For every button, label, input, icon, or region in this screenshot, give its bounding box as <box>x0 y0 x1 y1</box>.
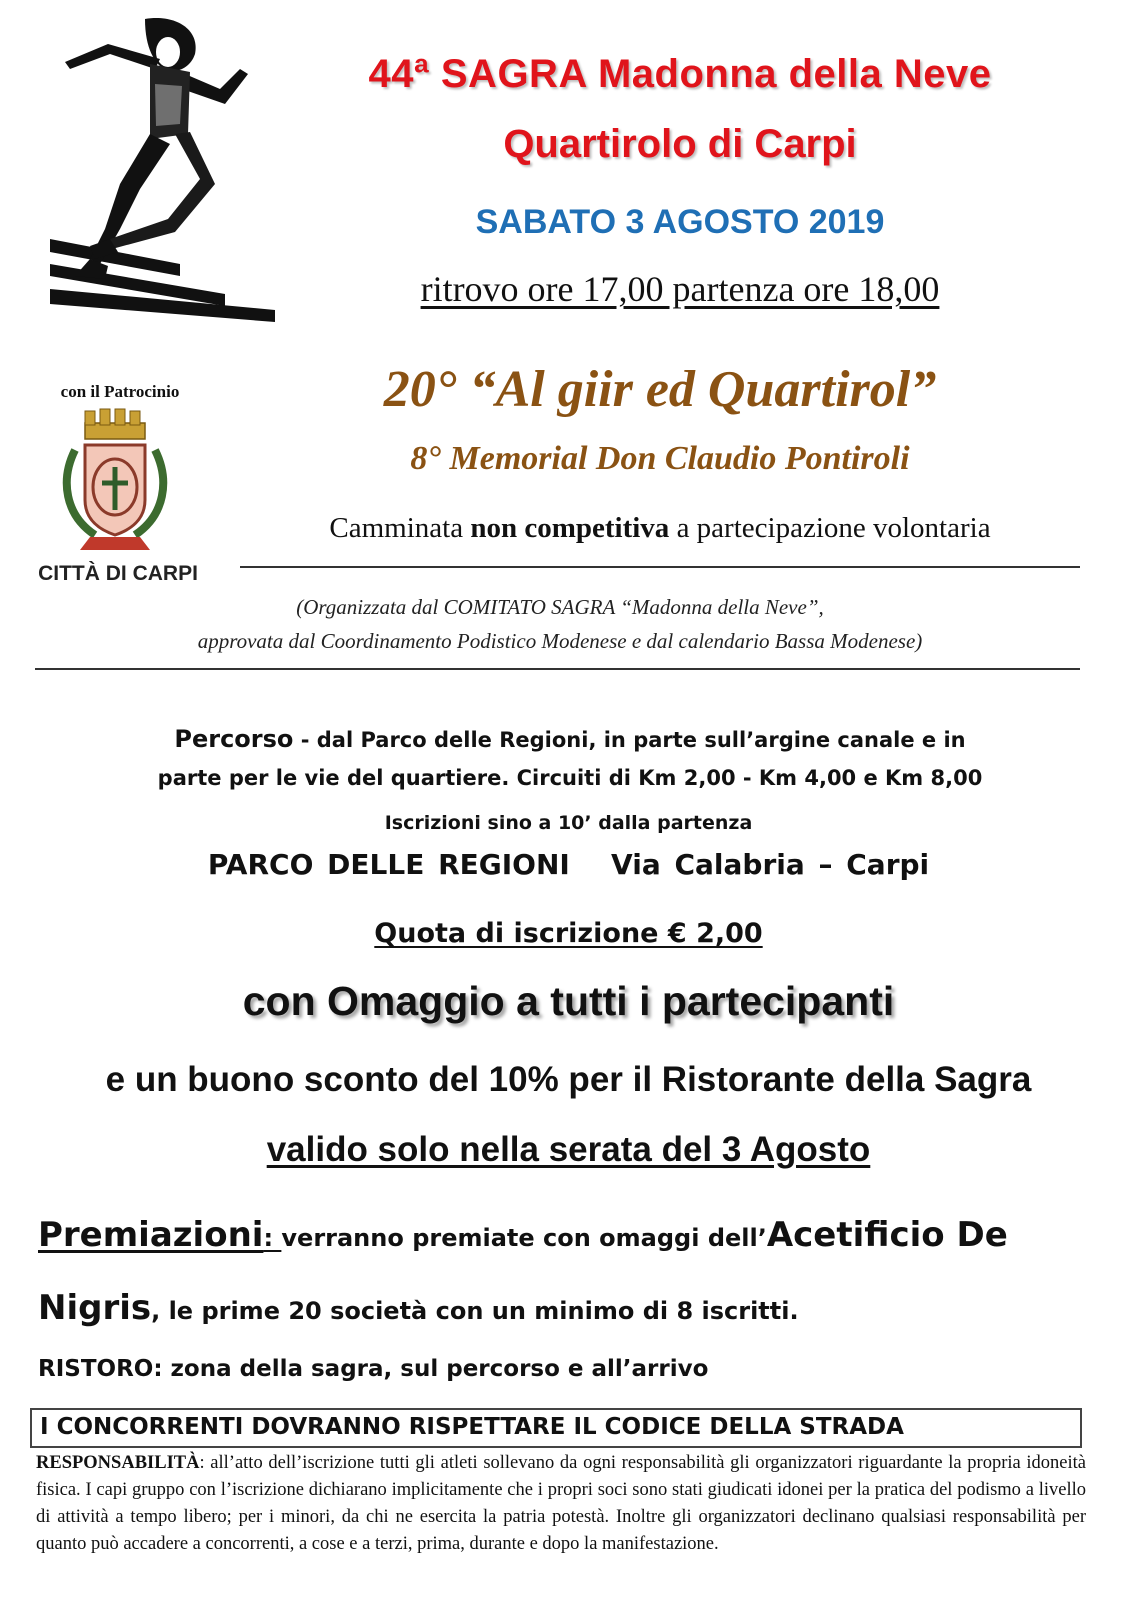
walk-event-name: 20° “Al giir ed Quartirol” <box>383 361 937 418</box>
registration-deadline: Iscrizioni sino a 10’ dalla partenza <box>384 812 753 834</box>
validity-note: valido solo nella serata del 3 Agosto <box>266 1130 871 1169</box>
route-label: Percorso <box>174 725 294 753</box>
patronage-label: con il Patrocinio <box>60 382 180 401</box>
city-name: CITTÀ DI CARPI <box>38 562 198 585</box>
discount-note: e un buono sconto del 10% per il Ristorante della Sagra <box>105 1060 1032 1099</box>
organizer-line-2: approvata dal Coordinamento Podistico Modenese e dal calendario Bassa Modenese) <box>197 629 923 653</box>
route-description: Percorso - dal Parco delle Regioni, in parte sull’argine canale e in parte per le vie del quartiere. Circuiti di Km 2,00 - Km 4,00 e Km 8,00 <box>157 725 983 790</box>
event-location-title: Quartirolo di Carpi <box>503 122 857 166</box>
awards-sponsor: Acetificio De <box>766 1215 1008 1255</box>
organizer-note <box>40 590 1080 658</box>
divider <box>240 566 1080 568</box>
organizer-line-1: (Organizzata dal COMITATO SAGRA “Madonna della Neve”, <box>296 595 824 619</box>
awards-section: Premiazioni: verranno premiate con omaggi dell’Acetificio De Nigris, le prime 20 società con un minimo di 8 iscritti. <box>38 1215 1008 1328</box>
divider <box>35 668 1080 670</box>
entry-fee: Quota di iscrizione € 2,00 <box>374 918 763 949</box>
meeting-location: PARCO DELLE REGIONI Via Calabria – Carpi <box>207 848 930 881</box>
refreshment-note: RISTORO: zona della sagra, sul percorso e all’arrivo <box>38 1356 709 1382</box>
event-times: ritrovo ore 17,00 partenza ore 18,00 <box>420 269 940 309</box>
event-title: 44ª SAGRA Madonna della Neve <box>368 52 992 96</box>
memorial-name: 8° Memorial Don Claudio Pontiroli <box>410 440 910 477</box>
runner-illustration <box>50 14 280 324</box>
event-date: SABATO 3 AGOSTO 2019 <box>475 203 885 241</box>
gift-note: con Omaggio a tutti i partecipanti <box>242 978 895 1024</box>
awards-label: Premiazioni <box>38 1215 264 1255</box>
traffic-rules-box: I CONCORRENTI DOVRANNO RISPETTARE IL CODICE DELLA STRADA <box>30 1408 1082 1448</box>
walk-description: Camminata non competitiva a partecipazione volontaria <box>329 512 991 544</box>
responsibility-disclaimer: RESPONSABILITÀ: all’atto dell’iscrizione tutti gli atleti sollevano da ogni responsabilità gli organizzatori riguardante la propria idoneità fisica. I capi gruppo con l’iscrizione dichiarano implicitamente che i propri soci sono stati giudicati idonei per la pratica del podismo a livello di attività a tempo libero; per i minori, da chi ne esercita la patria potestà. Inoltre gli organizzatori declinano qualsiasi responsabilità per quanto può accadere a concorrenti, a cose e a terzi, prima, durante e dopo la manifestazione. <box>36 1453 1086 1554</box>
city-crest-icon <box>60 405 170 555</box>
